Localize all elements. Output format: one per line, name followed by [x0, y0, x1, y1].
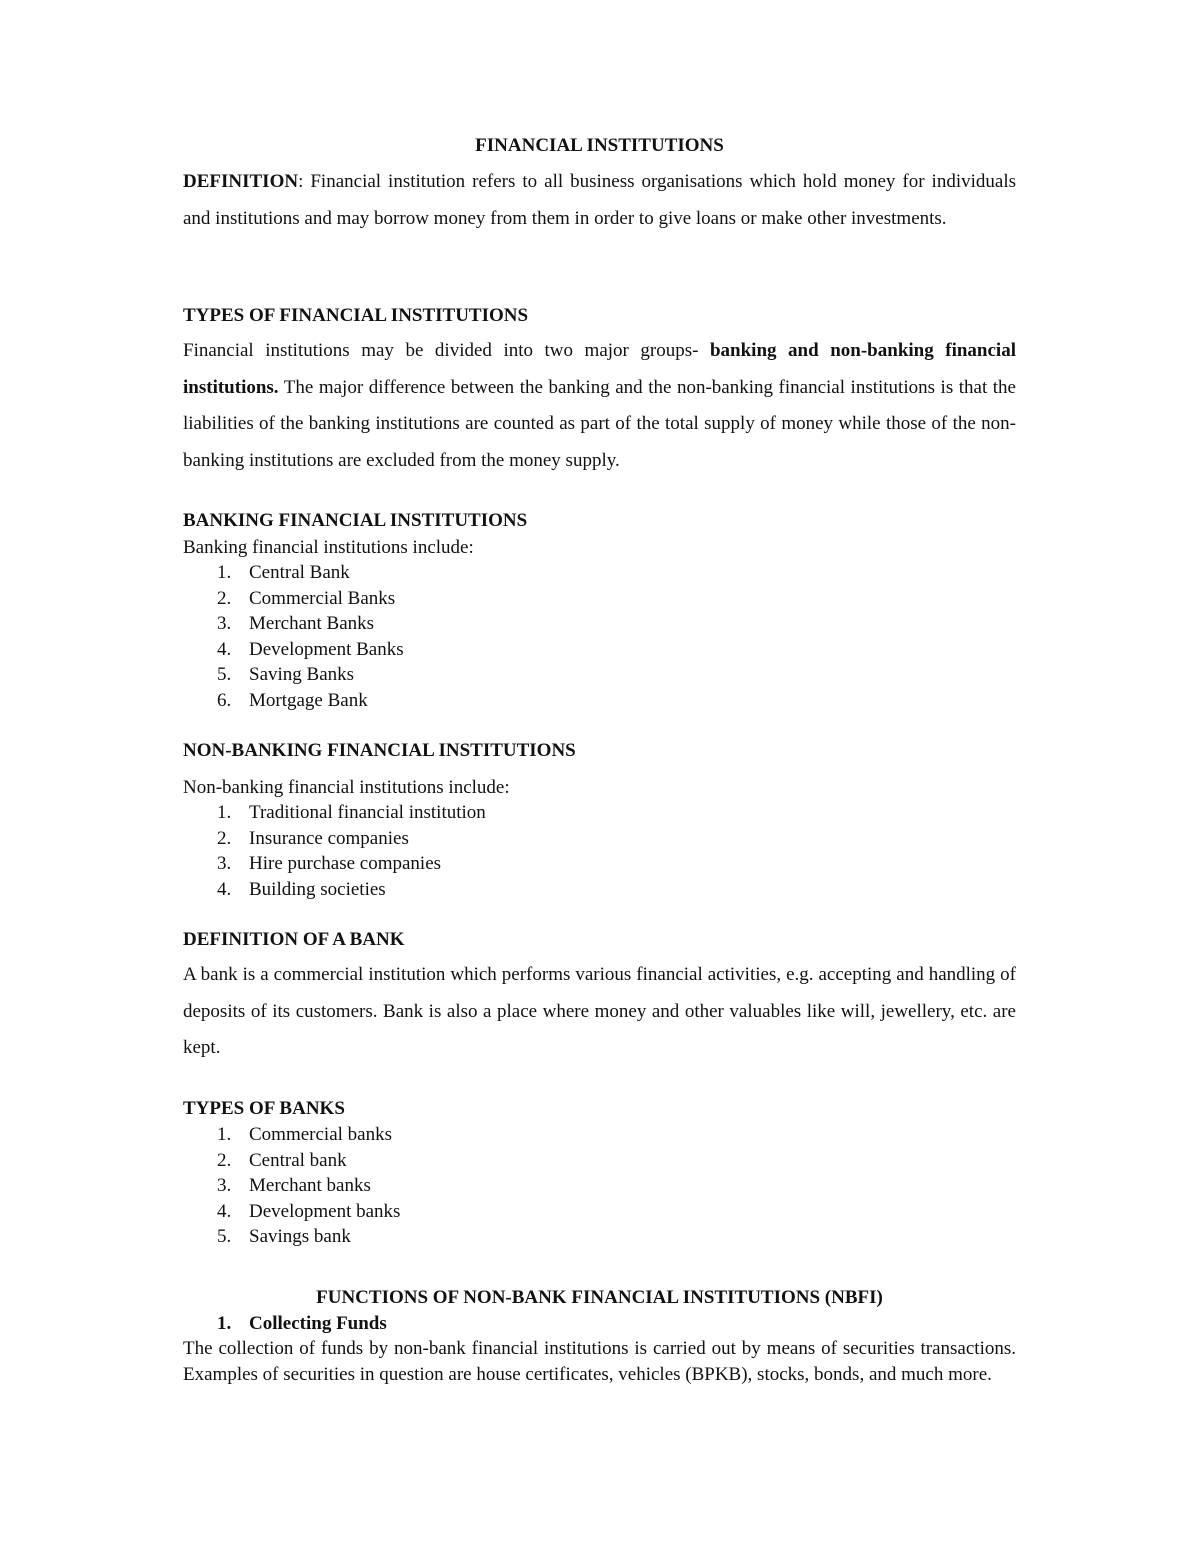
- list-item: 5. Saving Banks: [217, 664, 355, 685]
- nbfi-paragraph: The collection of funds by non-bank financial institutions is carried out by means of securities transactions. Examples of securities in question are house certificates, vehicles (BPKB), stocks, bonds, and much more.: [183, 1338, 1016, 1385]
- non-banking-intro: Non-banking financial institutions include:: [183, 777, 510, 798]
- non-banking-list: [183, 800, 1016, 902]
- list-item: 4. Development Banks: [217, 638, 404, 660]
- bank-types-list: [183, 1122, 1016, 1250]
- document-title: FINANCIAL INSTITUTIONS: [475, 135, 724, 156]
- list-item: 2. Central bank: [217, 1149, 347, 1171]
- list-item: 2. Insurance companies: [217, 827, 409, 849]
- banking-heading: BANKING FINANCIAL INSTITUTIONS: [183, 510, 528, 531]
- list-item: 3. Hire purchase companies: [217, 853, 442, 874]
- list-item: 1. Traditional financial institution: [217, 802, 486, 823]
- list-item: 5. Savings bank: [217, 1226, 351, 1247]
- types-heading: TYPES OF FINANCIAL INSTITUTIONS: [183, 305, 529, 326]
- bank-definition-paragraph: A bank is a commercial institution which performs various financial activities, e.g. accepting and handling of deposits of its customers. Bank is also a place where money and other valuables like will, jewellery, etc. are kept.: [183, 964, 1016, 1058]
- banking-intro: Banking financial institutions include:: [183, 537, 474, 558]
- definition-paragraph: [183, 164, 1016, 237]
- types-text-before: Financial institutions may be divided into two major groups-: [183, 340, 710, 361]
- list-item: 3. Merchant Banks: [217, 613, 375, 634]
- types-text-bold: banking and non-banking financial institutions.: [183, 340, 1016, 398]
- bank-definition-heading: DEFINITION OF A BANK: [183, 929, 405, 950]
- banking-list: [183, 560, 1016, 713]
- list-item: 6. Mortgage Bank: [217, 689, 368, 711]
- nbfi-functions-heading: FUNCTIONS OF NON-BANK FINANCIAL INSTITUTIONS (NBFI): [316, 1287, 883, 1308]
- bank-types-heading: TYPES OF BANKS: [183, 1098, 345, 1119]
- non-banking-heading: NON-BANKING FINANCIAL INSTITUTIONS: [183, 740, 576, 761]
- nbfi-sub-heading: 1. Collecting Funds: [217, 1313, 387, 1334]
- list-item: 4. Development banks: [217, 1200, 401, 1222]
- definition-label: DEFINITION: [183, 171, 299, 192]
- list-item: 1. Central Bank: [217, 562, 350, 583]
- types-text-after: The major difference between the banking and the non-banking financial institutions is that the liabilities of the banking institutions are counted as part of the total supply of money while those of the non-banking institutions are excluded from the money supply.: [183, 376, 1016, 471]
- types-paragraph: [183, 333, 1016, 479]
- definition-text: : Financial institution refers to all business organisations which hold money for individuals and institutions and may borrow money from them in order to give loans or make other investments.: [183, 171, 1016, 229]
- list-item: 2. Commercial Banks: [217, 587, 396, 609]
- list-item: 1. Commercial banks: [217, 1124, 392, 1145]
- list-item: 4. Building societies: [217, 878, 386, 900]
- list-item: 3. Merchant banks: [217, 1175, 371, 1196]
